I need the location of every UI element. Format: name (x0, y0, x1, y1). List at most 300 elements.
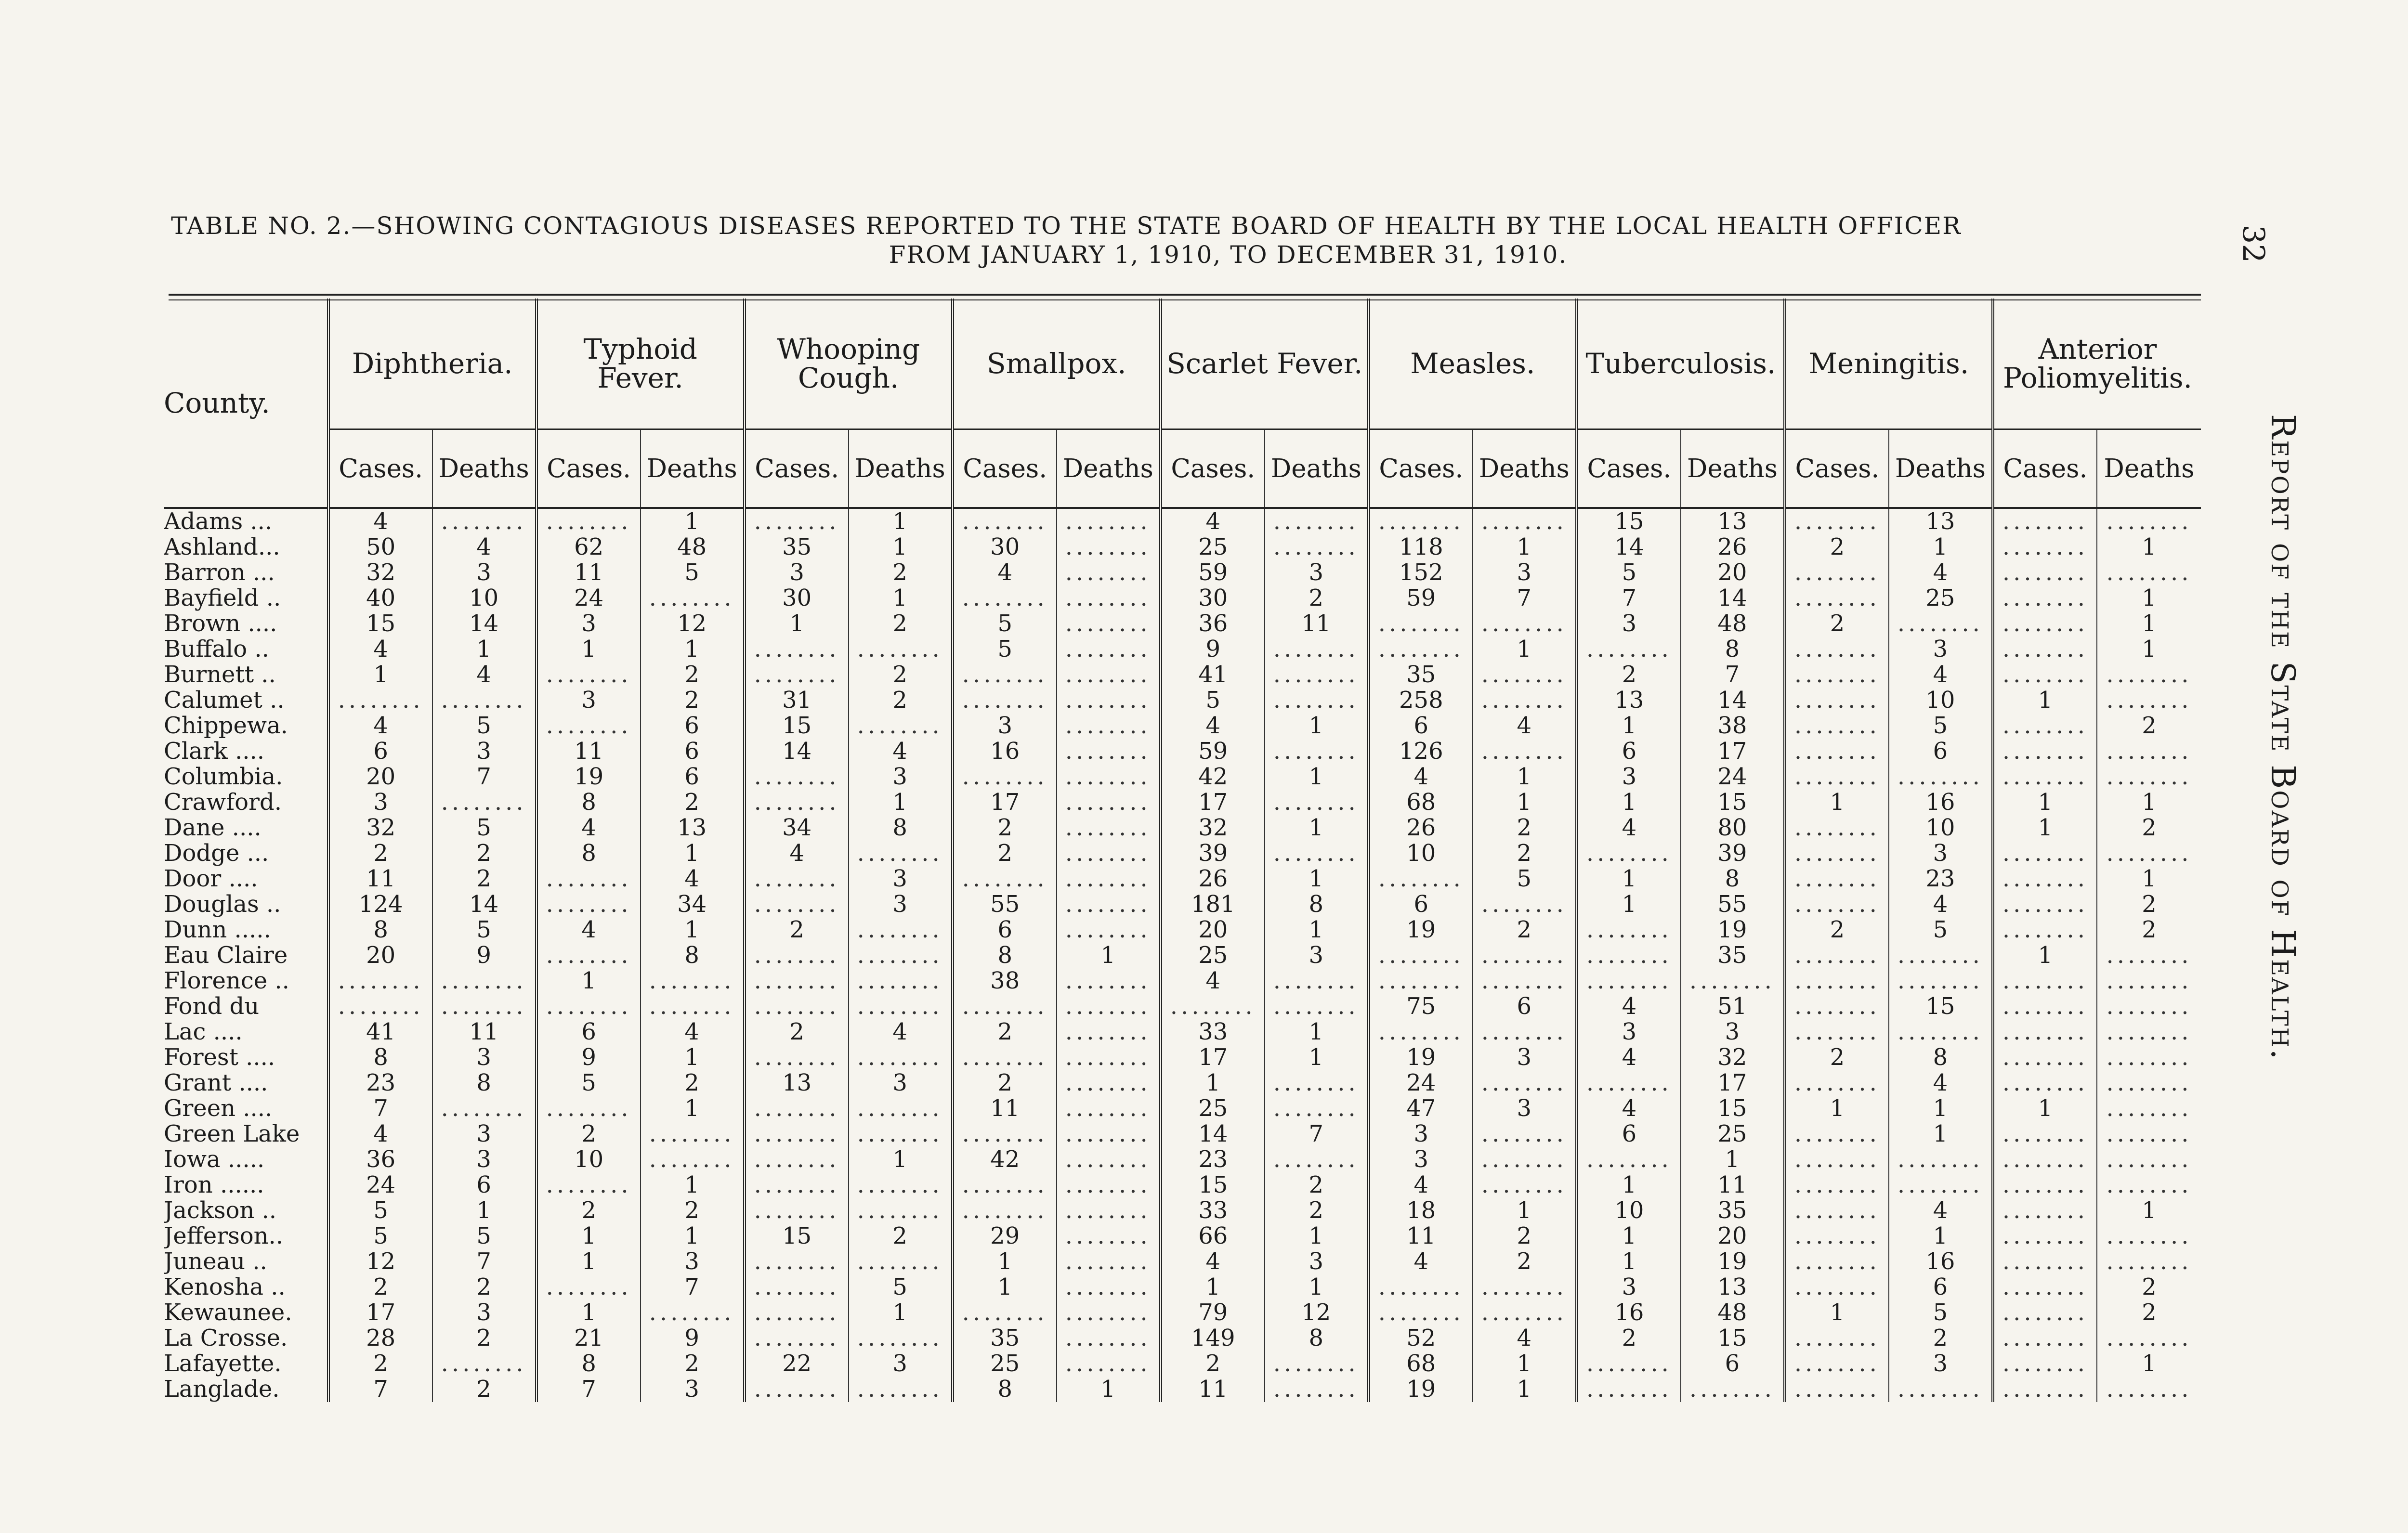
table-row (164, 585, 2201, 611)
deaths-cell: 1 (432, 1198, 537, 1223)
deaths-cell: 1 (2097, 790, 2201, 815)
cases-cell: ........ (1785, 508, 1889, 534)
cases-cell: 20 (328, 764, 432, 790)
cases-cell: 5 (1577, 560, 1681, 585)
cases-cell: 4 (1161, 713, 1265, 739)
cases-cell: ........ (1577, 841, 1681, 866)
cases-cell: 13 (745, 1070, 849, 1096)
cases-cell: 1 (537, 1249, 641, 1274)
cases-cell: 25 (1161, 1096, 1265, 1121)
deaths-cell: 2 (1265, 1198, 1369, 1223)
deaths-cell: 3 (1265, 1249, 1369, 1274)
deaths-cell: ........ (849, 1325, 953, 1351)
deaths-cell: 2 (432, 841, 537, 866)
deaths-cell: 1 (1265, 713, 1369, 739)
deaths-cell: ........ (1265, 688, 1369, 713)
cases-cell: 4 (1161, 1249, 1265, 1274)
deaths-cell: 13 (1681, 1274, 1785, 1300)
cases-cell: 5 (953, 637, 1057, 662)
deaths-cell: 5 (432, 815, 537, 841)
deaths-cell: 13 (1681, 508, 1785, 534)
deaths-cell: 2 (1473, 1249, 1577, 1274)
deaths-cell: ........ (849, 1198, 953, 1223)
cases-cell: 181 (1161, 892, 1265, 917)
cases-cell: 2 (745, 917, 849, 943)
deaths-cell: ........ (641, 968, 745, 994)
cases-cell: ........ (1993, 1223, 2097, 1249)
deaths-cell: 2 (432, 1377, 537, 1402)
deaths-cell: ........ (849, 943, 953, 968)
cases-cell: ........ (1993, 1147, 2097, 1172)
cases-cell: 1 (1577, 1249, 1681, 1274)
deaths-cell: ........ (1265, 1070, 1369, 1096)
deaths-cell: 1 (641, 841, 745, 866)
disease-header-whooping-cough: Whooping Cough. (745, 299, 953, 429)
cases-cell: 4 (745, 841, 849, 866)
deaths-cell: 1 (1265, 815, 1369, 841)
deaths-cell: 2 (1473, 1223, 1577, 1249)
deaths-cell: 19 (1681, 917, 1785, 943)
deaths-cell: 25 (1889, 585, 1993, 611)
cases-cell: 17 (953, 790, 1057, 815)
cases-cell: 59 (1369, 585, 1473, 611)
deaths-cell: ........ (1057, 815, 1161, 841)
deaths-cell: ........ (1889, 943, 1993, 968)
cases-cell: 39 (1161, 841, 1265, 866)
deaths-cell: ........ (2097, 994, 2201, 1019)
deaths-cell: ........ (1473, 1019, 1577, 1045)
cases-cell: ........ (745, 994, 849, 1019)
deaths-cell: 17 (1681, 739, 1785, 764)
cases-cell: ........ (1785, 1121, 1889, 1147)
deaths-cell: ........ (2097, 739, 2201, 764)
deaths-cell: 13 (1889, 508, 1993, 534)
cases-cell: 3 (1577, 1019, 1681, 1045)
cases-cell: 4 (328, 1121, 432, 1147)
deaths-cell: 4 (1473, 1325, 1577, 1351)
deaths-cell: 5 (1889, 917, 1993, 943)
cases-cell: 42 (1161, 764, 1265, 790)
county-name: Dunn ..... (164, 917, 271, 943)
cases-cell: 32 (328, 815, 432, 841)
cases-cell: 9 (537, 1045, 641, 1070)
cases-cell: 3 (953, 713, 1057, 739)
cases-cell: ........ (953, 585, 1057, 611)
deaths-cell: 32 (1681, 1045, 1785, 1070)
deaths-cell: ........ (1057, 688, 1161, 713)
deaths-cell: 6 (432, 1172, 537, 1198)
subheader-deaths: Deaths (432, 429, 537, 508)
table-row (164, 1300, 2201, 1325)
deaths-cell: 24 (1681, 764, 1785, 790)
cases-cell: 14 (1161, 1121, 1265, 1147)
deaths-cell: ........ (1057, 1096, 1161, 1121)
deaths-cell: ........ (1265, 637, 1369, 662)
cases-cell: 11 (537, 739, 641, 764)
deaths-cell: ........ (849, 917, 953, 943)
deaths-cell: 14 (1681, 585, 1785, 611)
cases-cell: 59 (1161, 560, 1265, 585)
deaths-cell: ........ (1057, 1045, 1161, 1070)
deaths-cell: ........ (1057, 1198, 1161, 1223)
subheader-cases: Cases. (537, 429, 641, 508)
deaths-cell: 4 (1889, 662, 1993, 688)
deaths-cell: 2 (2097, 1300, 2201, 1325)
deaths-cell: ........ (1473, 1121, 1577, 1147)
deaths-cell: ........ (1057, 1274, 1161, 1300)
cases-cell: ........ (1993, 508, 2097, 534)
deaths-cell: ........ (1473, 1300, 1577, 1325)
deaths-cell: 8 (432, 1070, 537, 1096)
cases-cell: 2 (953, 1019, 1057, 1045)
cases-cell: 2 (1785, 1045, 1889, 1070)
cases-cell: ........ (328, 688, 432, 713)
county-name: Brown .... (164, 611, 277, 637)
cases-cell: ........ (537, 866, 641, 892)
deaths-cell: 2 (2097, 892, 2201, 917)
cases-cell: ........ (953, 1045, 1057, 1070)
deaths-cell: 3 (849, 1070, 953, 1096)
deaths-cell: ........ (2097, 560, 2201, 585)
county-name: Chippewa. (164, 713, 288, 739)
cases-cell: ........ (745, 1121, 849, 1147)
deaths-cell: 1 (849, 534, 953, 560)
table-row (164, 866, 2201, 892)
deaths-cell: 3 (1265, 943, 1369, 968)
cases-cell: ........ (1993, 1019, 2097, 1045)
cases-cell: ........ (1785, 866, 1889, 892)
deaths-cell: ........ (2097, 1377, 2201, 1402)
subheader-cases: Cases. (745, 429, 849, 508)
cases-cell: 62 (537, 534, 641, 560)
deaths-cell: ........ (849, 994, 953, 1019)
deaths-cell: 1 (2097, 1351, 2201, 1377)
deaths-cell: ........ (2097, 662, 2201, 688)
county-name: Dane .... (164, 815, 262, 841)
cases-cell: 1 (537, 637, 641, 662)
table-row (164, 1351, 2201, 1377)
cases-cell: ........ (1785, 892, 1889, 917)
deaths-cell: ........ (1265, 739, 1369, 764)
cases-cell: ........ (1577, 1351, 1681, 1377)
cases-cell: 2 (953, 815, 1057, 841)
cases-cell: ........ (1993, 866, 2097, 892)
deaths-cell: ........ (432, 1351, 537, 1377)
deaths-cell: ........ (1057, 585, 1161, 611)
disease-header-smallpox: Smallpox. (953, 299, 1161, 429)
cases-cell: 23 (328, 1070, 432, 1096)
cases-cell: ........ (1577, 917, 1681, 943)
deaths-cell: 7 (641, 1274, 745, 1300)
deaths-cell: 2 (2097, 713, 2201, 739)
deaths-cell: 3 (432, 1147, 537, 1172)
county-name: Langlade. (164, 1377, 280, 1402)
deaths-cell: 1 (1473, 1198, 1577, 1223)
deaths-cell: 11 (1265, 611, 1369, 637)
deaths-cell: 8 (1681, 637, 1785, 662)
cases-cell: 10 (537, 1147, 641, 1172)
table-row (164, 968, 2201, 994)
deaths-cell: 17 (1681, 1070, 1785, 1096)
cases-cell: 35 (1369, 662, 1473, 688)
deaths-cell: 3 (432, 560, 537, 585)
cases-cell: 4 (1369, 764, 1473, 790)
deaths-cell: ........ (1265, 1096, 1369, 1121)
deaths-cell: 2 (1265, 1172, 1369, 1198)
cases-cell: ........ (953, 994, 1057, 1019)
cases-cell: 34 (745, 815, 849, 841)
cases-cell: 42 (953, 1147, 1057, 1172)
deaths-cell: 2 (641, 1351, 745, 1377)
cases-cell: ........ (1993, 662, 2097, 688)
cases-cell: 152 (1369, 560, 1473, 585)
county-name: Fond du (164, 994, 260, 1019)
cases-cell: 1 (1993, 688, 2097, 713)
disease-header-poliomyelitis: Anterior Poliomyelitis. (1993, 299, 2201, 429)
cases-cell: 40 (328, 585, 432, 611)
deaths-cell: ........ (849, 1121, 953, 1147)
cases-cell: 28 (328, 1325, 432, 1351)
deaths-cell: 1 (1473, 764, 1577, 790)
deaths-cell: ........ (1473, 508, 1577, 534)
cases-cell: 18 (1369, 1198, 1473, 1223)
deaths-cell: ........ (1057, 508, 1161, 534)
cases-cell: ........ (1785, 1325, 1889, 1351)
deaths-cell: ........ (849, 637, 953, 662)
cases-cell: 5 (953, 611, 1057, 637)
cases-cell: ........ (1993, 1249, 2097, 1274)
deaths-cell: 10 (1889, 688, 1993, 713)
cases-cell: 24 (328, 1172, 432, 1198)
disease-header-measles: Measles. (1369, 299, 1577, 429)
deaths-cell: 8 (849, 815, 953, 841)
cases-cell: 3 (1577, 1274, 1681, 1300)
cases-cell: 6 (953, 917, 1057, 943)
cases-cell: 1 (328, 662, 432, 688)
cases-cell: 4 (1369, 1172, 1473, 1198)
subheader-cases: Cases. (328, 429, 432, 508)
county-name: Juneau .. (164, 1249, 267, 1274)
deaths-cell: ........ (1265, 662, 1369, 688)
cases-cell: ........ (745, 968, 849, 994)
deaths-cell: 4 (1889, 1198, 1993, 1223)
cases-cell: 50 (328, 534, 432, 560)
cases-cell: ........ (1785, 841, 1889, 866)
cases-cell: 6 (328, 739, 432, 764)
deaths-cell: 3 (432, 1300, 537, 1325)
table-row (164, 764, 2201, 790)
deaths-cell: 7 (1473, 585, 1577, 611)
cases-cell: ........ (1369, 1019, 1473, 1045)
cases-cell: ........ (537, 1096, 641, 1121)
deaths-cell: 1 (1889, 534, 1993, 560)
cases-cell: ........ (1785, 1172, 1889, 1198)
cases-cell: ........ (1785, 713, 1889, 739)
county-name: Burnett .. (164, 662, 276, 688)
table-row (164, 508, 2201, 534)
cases-cell: 14 (1577, 534, 1681, 560)
deaths-cell: 3 (1889, 1351, 1993, 1377)
cases-cell: 4 (1577, 815, 1681, 841)
deaths-cell: 2 (432, 1274, 537, 1300)
deaths-cell: 3 (432, 739, 537, 764)
deaths-cell: ........ (1057, 892, 1161, 917)
cases-cell: 30 (745, 585, 849, 611)
deaths-cell: ........ (2097, 1147, 2201, 1172)
cases-cell: 5 (537, 1070, 641, 1096)
deaths-cell: 4 (432, 534, 537, 560)
deaths-cell: 1 (1265, 1019, 1369, 1045)
deaths-cell: ........ (1057, 764, 1161, 790)
disease-header-diphtheria: Diphtheria. (328, 299, 537, 429)
cases-cell: 38 (953, 968, 1057, 994)
deaths-cell: ........ (1057, 1249, 1161, 1274)
cases-cell: 36 (328, 1147, 432, 1172)
cases-cell: ........ (1993, 560, 2097, 585)
deaths-cell: ........ (1057, 1223, 1161, 1249)
cases-cell: 68 (1369, 1351, 1473, 1377)
cases-cell: ........ (1785, 1351, 1889, 1377)
cases-cell: ........ (1993, 968, 2097, 994)
cases-cell: 15 (1161, 1172, 1265, 1198)
cases-cell: 4 (537, 917, 641, 943)
deaths-cell: 3 (1889, 637, 1993, 662)
deaths-cell: 3 (849, 764, 953, 790)
subheader-cases: Cases. (1369, 429, 1473, 508)
deaths-cell: ........ (1057, 866, 1161, 892)
subheader-deaths: Deaths (1265, 429, 1369, 508)
deaths-cell: ........ (2097, 1121, 2201, 1147)
deaths-cell: 2 (849, 560, 953, 585)
cases-cell: 258 (1369, 688, 1473, 713)
cases-cell: 16 (953, 739, 1057, 764)
table-row (164, 892, 2201, 917)
deaths-cell: 2 (2097, 815, 2201, 841)
deaths-cell: ........ (432, 1096, 537, 1121)
cases-cell: ........ (537, 662, 641, 688)
deaths-cell: 11 (432, 1019, 537, 1045)
cases-cell: 32 (1161, 815, 1265, 841)
deaths-cell: 7 (432, 1249, 537, 1274)
table-row (164, 1249, 2201, 1274)
deaths-cell: ........ (2097, 764, 2201, 790)
cases-cell: ........ (953, 866, 1057, 892)
deaths-cell: ........ (849, 713, 953, 739)
cases-cell: 2 (537, 1121, 641, 1147)
deaths-cell: ........ (849, 1096, 953, 1121)
deaths-cell: 3 (1473, 560, 1577, 585)
deaths-cell: 5 (1889, 1300, 1993, 1325)
subheader-cases: Cases. (953, 429, 1057, 508)
cases-cell: ........ (745, 1172, 849, 1198)
county-name: Calumet .. (164, 688, 285, 713)
deaths-cell: ........ (1473, 688, 1577, 713)
cases-cell: 30 (953, 534, 1057, 560)
deaths-cell: ........ (1057, 611, 1161, 637)
deaths-cell: ........ (2097, 943, 2201, 968)
subheader-cases: Cases. (1577, 429, 1681, 508)
table-row (164, 1019, 2201, 1045)
deaths-cell: 3 (849, 1351, 953, 1377)
cases-cell: ........ (1369, 968, 1473, 994)
cases-cell: 15 (745, 1223, 849, 1249)
cases-cell: 6 (1577, 739, 1681, 764)
deaths-cell: ........ (1473, 1172, 1577, 1198)
deaths-cell: 48 (641, 534, 745, 560)
cases-cell: ........ (537, 713, 641, 739)
deaths-cell: 6 (641, 713, 745, 739)
county-name: Lac .... (164, 1019, 243, 1045)
deaths-cell: 6 (641, 739, 745, 764)
cases-cell: ........ (1993, 892, 2097, 917)
cases-cell: 15 (1577, 508, 1681, 534)
deaths-cell: 1 (1057, 1377, 1161, 1402)
cases-cell: ........ (328, 994, 432, 1019)
cases-cell: 20 (328, 943, 432, 968)
deaths-cell: 1 (1265, 1223, 1369, 1249)
cases-cell: ........ (745, 1325, 849, 1351)
table-body (164, 508, 2201, 1402)
deaths-cell: ........ (1473, 1070, 1577, 1096)
cases-cell: 118 (1369, 534, 1473, 560)
county-name: Green Lake (164, 1121, 300, 1147)
deaths-cell: ........ (1889, 1147, 1993, 1172)
deaths-cell: 2 (1473, 815, 1577, 841)
cases-cell: 6 (1577, 1121, 1681, 1147)
deaths-cell: 35 (1681, 943, 1785, 968)
disease-header-scarlet-fever: Scarlet Fever. (1161, 299, 1369, 429)
cases-cell: ........ (1577, 968, 1681, 994)
cases-cell: ........ (1785, 560, 1889, 585)
deaths-cell: ........ (849, 1377, 953, 1402)
cases-cell: 21 (537, 1325, 641, 1351)
deaths-cell: 6 (1889, 1274, 1993, 1300)
cases-cell: ........ (953, 1300, 1057, 1325)
cases-cell: 1 (1577, 713, 1681, 739)
deaths-cell: 1 (641, 1045, 745, 1070)
county-name: Douglas .. (164, 892, 281, 917)
cases-cell: 8 (953, 1377, 1057, 1402)
cases-cell: 1 (1161, 1070, 1265, 1096)
deaths-cell: 1 (1265, 764, 1369, 790)
page-number: 32 (2236, 225, 2271, 263)
cases-cell: 55 (953, 892, 1057, 917)
cases-cell: ........ (745, 1147, 849, 1172)
deaths-cell: ........ (1265, 968, 1369, 994)
deaths-cell: ........ (1473, 1274, 1577, 1300)
cases-cell: ........ (1785, 1249, 1889, 1274)
deaths-cell: ........ (1057, 994, 1161, 1019)
cases-cell: 2 (328, 1351, 432, 1377)
deaths-cell: 1 (1473, 790, 1577, 815)
deaths-cell: 15 (1889, 994, 1993, 1019)
table-row (164, 560, 2201, 585)
cases-cell: ........ (745, 764, 849, 790)
deaths-cell: ........ (849, 968, 953, 994)
deaths-cell: 19 (1681, 1249, 1785, 1274)
deaths-cell: 2 (641, 1198, 745, 1223)
cases-cell: ........ (1785, 585, 1889, 611)
disease-header-tuberculosis: Tuberculosis. (1577, 299, 1785, 429)
cases-cell: 1 (1577, 1172, 1681, 1198)
cases-cell: 7 (328, 1377, 432, 1402)
deaths-cell: 1 (849, 1300, 953, 1325)
deaths-cell: ........ (1057, 1070, 1161, 1096)
county-name: Columbia. (164, 764, 283, 790)
cases-cell: 31 (745, 688, 849, 713)
cases-cell: ........ (1785, 994, 1889, 1019)
deaths-cell: ........ (849, 1045, 953, 1070)
